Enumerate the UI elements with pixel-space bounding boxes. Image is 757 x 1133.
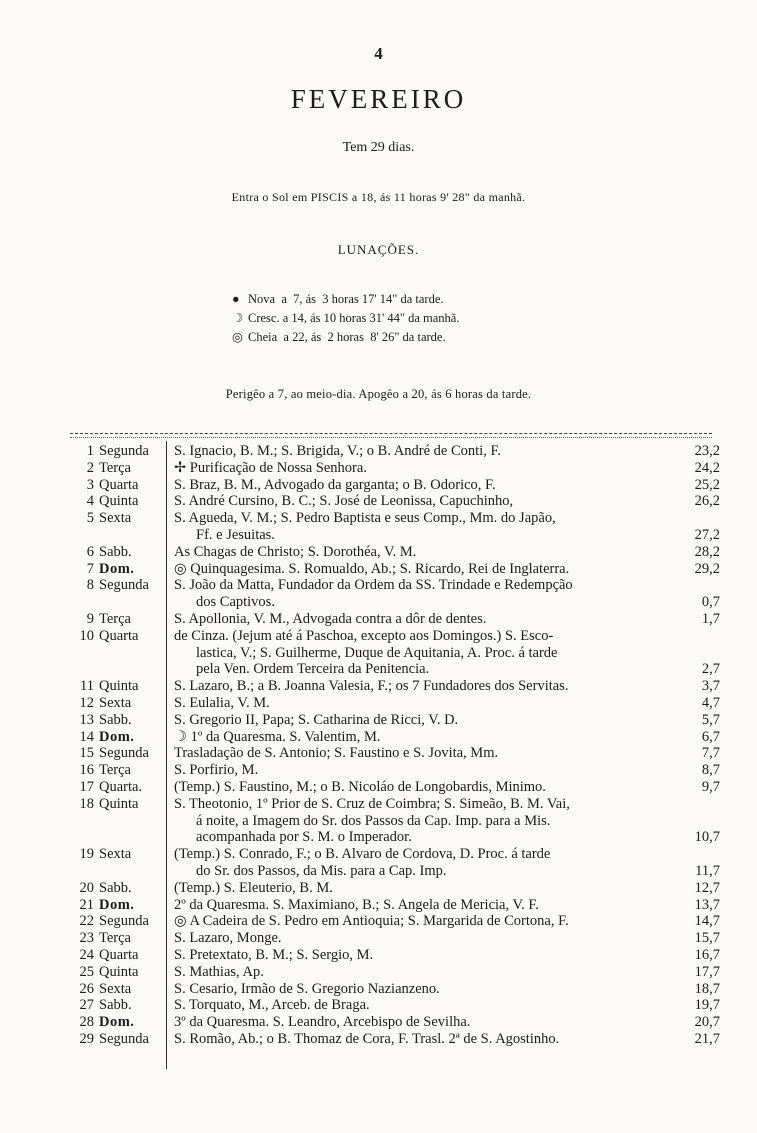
weekday: Segunda <box>99 745 149 762</box>
entry-line <box>174 930 720 947</box>
saints-entry <box>165 880 720 897</box>
day-number: 6 <box>86 543 94 560</box>
calendar-row <box>70 964 720 981</box>
saints-entry <box>165 729 720 746</box>
weekday: Segunda <box>99 443 149 459</box>
entry-line <box>174 443 720 460</box>
day-number: 28 <box>79 1014 94 1031</box>
page-number: 4 <box>374 44 383 63</box>
entry-line <box>174 561 720 578</box>
entry-text: S. Romão, Ab.; o B. Thomaz de Cora, F. Trasl. 2ª de S. Agostinho. <box>174 1030 560 1047</box>
entry-text: S. Lazaro, B.; a B. Joanna Valesia, F.; os 7 Fundadores dos Servitas. <box>174 678 569 695</box>
calendar-row <box>70 880 720 897</box>
entry-line <box>174 493 720 510</box>
weekday: Quarta <box>99 946 139 963</box>
entry-line <box>174 678 720 695</box>
moon-age: 17,7 <box>694 963 720 980</box>
entry-text: lastica, V.; S. Guilherme, Duque de Aquitania, A. Proc. á tarde <box>196 644 558 661</box>
moon-age: 3,7 <box>701 678 720 695</box>
weekday: Sabb. <box>99 543 132 560</box>
entry-line <box>174 695 720 712</box>
calendar-row <box>70 477 720 494</box>
entry-text: S. Cesario, Irmão de S. Gregorio Nazianzeno. <box>174 980 440 997</box>
entry-text: pela Ven. Ordem Terceira da Penitencia. <box>196 661 430 678</box>
entry-text: de Cinza. (Jejum até á Paschoa, excepto aos Domingos.) S. Esco- <box>174 627 554 644</box>
moon-age: 26,2 <box>694 493 720 510</box>
weekday: Quinta <box>99 678 139 695</box>
weekday: Sabb. <box>99 711 132 728</box>
calendar-row <box>70 930 720 947</box>
day-number: 21 <box>79 896 94 913</box>
crescent-moon-icon: ☽ <box>232 311 244 325</box>
saints-entry <box>165 493 720 510</box>
entry-text: S. Porfirio, M. <box>174 762 259 779</box>
day-number: 19 <box>79 846 94 863</box>
moon-age: 1,7 <box>701 610 720 627</box>
saints-entry <box>165 1014 720 1031</box>
calendar-row <box>70 611 720 628</box>
entry-line <box>174 913 720 930</box>
saints-entry <box>165 544 720 561</box>
moon-age: 21,7 <box>694 1030 720 1047</box>
moon-phases <box>232 290 459 347</box>
calendar-row <box>70 947 720 964</box>
moon-age: 14,7 <box>694 913 720 930</box>
moon-age: 4,7 <box>701 694 720 711</box>
calendar-row <box>70 1031 720 1048</box>
day-number: 20 <box>79 879 94 896</box>
weekday: Quarta <box>99 476 139 493</box>
entry-text: do Sr. dos Passos, da Mis. para a Cap. Imp. <box>196 862 447 879</box>
moon-age: 5,7 <box>701 711 720 728</box>
moon-age: 10,7 <box>694 829 720 846</box>
entry-line <box>174 712 720 729</box>
entry-line <box>174 897 720 914</box>
entry-line <box>174 846 720 863</box>
saints-entry <box>165 745 720 762</box>
weekday: Quinta <box>99 963 139 980</box>
entry-text: S. André Cursino, B. C.; S. José de Leonissa, Capuchinho, <box>174 493 514 510</box>
saints-entry <box>165 510 720 544</box>
saints-entry <box>165 913 720 930</box>
entry-text: S. Gregorio II, Papa; S. Catharina de Ricci, V. D. <box>174 711 459 728</box>
entry-text: (Temp.) S. Faustino, M.; o B. Nicoláo de Longobardis, Minimo. <box>174 778 546 795</box>
moon-age: 19,7 <box>694 997 720 1014</box>
moon-phase-new <box>232 290 459 309</box>
saints-entry <box>165 846 720 880</box>
weekday: Terça <box>99 930 131 947</box>
moon-phase-text: Cheia a 22, ás 2 horas 8' 26" da tarde. <box>248 330 446 344</box>
moon-age: 27,2 <box>694 526 720 543</box>
calendar-row <box>70 712 720 729</box>
calendar-row <box>70 493 720 510</box>
entry-line <box>174 661 720 678</box>
sun-entry: Entra o Sol em PISCIS a 18, ás 11 horas 9' 28" da manhã. <box>231 190 526 204</box>
calendar-table <box>70 443 720 1048</box>
day-number: 25 <box>79 963 94 980</box>
entry-text: S. João da Matta, Fundador da Ordem da SS. Trindade e Redempção <box>174 577 573 594</box>
day-number: 26 <box>79 980 94 997</box>
calendar-row <box>70 695 720 712</box>
entry-line <box>174 947 720 964</box>
saints-entry <box>165 611 720 628</box>
entry-text: ◎ Quinquagesima. S. Romualdo, Ab.; S. Ricardo, Rei de Inglaterra. <box>174 560 570 577</box>
moon-phase-crescent <box>232 309 459 328</box>
calendar-row <box>70 981 720 998</box>
new-moon-icon: ● <box>232 292 240 306</box>
day-number: 4 <box>86 493 94 510</box>
lunacoes-title: LUNAÇÕES. <box>337 242 420 257</box>
entry-line <box>174 477 720 494</box>
saints-entry <box>165 477 720 494</box>
weekday: Segunda <box>99 1030 149 1047</box>
day-number: 7 <box>86 560 94 577</box>
moon-age <box>680 510 720 527</box>
calendar-row <box>70 997 720 1014</box>
entry-text: S. Braz, B. M., Advogado da garganta; o B. Odorico, F. <box>174 476 496 493</box>
calendar-row <box>70 779 720 796</box>
calendar-row <box>70 628 720 678</box>
calendar-row <box>70 762 720 779</box>
day-number: 27 <box>79 997 94 1014</box>
weekday: Sabb. <box>99 879 132 896</box>
full-moon-icon: ◎ <box>232 330 243 344</box>
entry-line <box>174 1014 720 1031</box>
day-number: 1 <box>86 443 94 459</box>
weekday: Quarta. <box>99 778 143 795</box>
entry-text: 3º da Quaresma. S. Leandro, Arcebispo de Sevilha. <box>174 1014 471 1031</box>
entry-text: S. Lazaro, Monge. <box>174 930 282 947</box>
entry-line <box>174 829 720 846</box>
entry-text: ◎ A Cadeira de S. Pedro em Antioquia; S. Margarida de Cortona, F. <box>174 913 569 930</box>
moon-age: 6,7 <box>701 728 720 745</box>
day-number: 17 <box>79 778 94 795</box>
weekday: Sexta <box>99 510 132 527</box>
entry-text: S. Apollonia, V. M., Advogada contra a dôr de dentes. <box>174 610 487 627</box>
day-number: 12 <box>79 694 94 711</box>
calendar-row <box>70 678 720 695</box>
moon-age: 2,7 <box>701 661 720 678</box>
entry-text: As Chagas de Christo; S. Dorothéa, V. M. <box>174 543 417 560</box>
moon-age: 23,2 <box>694 443 720 459</box>
day-number: 16 <box>79 762 94 779</box>
moon-age <box>680 645 720 662</box>
weekday: Quinta <box>99 493 139 510</box>
entry-text: S. Mathias, Ap. <box>174 963 264 980</box>
moon-age: 16,7 <box>694 946 720 963</box>
entry-text: á noite, a Imagem do Sr. dos Passos da Cap. Imp. para a Mis. <box>196 812 551 829</box>
entry-text: S. Pretextato, B. M.; S. Sergio, M. <box>174 946 374 963</box>
weekday: Dom. <box>99 896 135 913</box>
entry-line <box>174 729 720 746</box>
moon-age <box>680 796 720 813</box>
entry-line <box>174 964 720 981</box>
calendar-row <box>70 846 720 880</box>
perigee-apogee: Perigêo a 7, ao meio-dia. Apogêo a 20, ás 6 horas da tarde. <box>225 387 532 401</box>
entry-line <box>174 997 720 1014</box>
day-number: 13 <box>79 711 94 728</box>
weekday: Dom. <box>99 560 135 577</box>
entry-text: dos Captivos. <box>196 594 275 611</box>
entry-text: ☽ 1º da Quaresma. S. Valentim, M. <box>174 728 381 745</box>
entry-text: S. Eulalia, V. M. <box>174 694 270 711</box>
moon-age <box>680 628 720 645</box>
day-number: 11 <box>80 678 94 695</box>
entry-line <box>174 628 720 645</box>
entry-text: Ff. e Jesuitas. <box>196 526 275 543</box>
saints-entry <box>165 577 720 611</box>
entry-line <box>174 577 720 594</box>
saints-entry <box>165 897 720 914</box>
entry-line <box>174 510 720 527</box>
entry-line <box>174 527 720 544</box>
saints-entry <box>165 695 720 712</box>
day-number: 8 <box>86 577 94 594</box>
day-number: 18 <box>79 795 94 812</box>
entry-text: S. Ignacio, B. M.; S. Brigida, V.; o B. André de Conti, F. <box>174 443 501 459</box>
moon-age: 29,2 <box>694 560 720 577</box>
saints-entry <box>165 628 720 678</box>
moon-phase-text: Cresc. a 14, ás 10 horas 31' 44" da manhã. <box>248 311 460 325</box>
calendar-row <box>70 1014 720 1031</box>
day-number: 5 <box>86 510 94 527</box>
saints-entry <box>165 712 720 729</box>
moon-age: 24,2 <box>694 459 720 476</box>
entry-line <box>174 460 720 477</box>
saints-entry <box>165 947 720 964</box>
entry-line <box>174 645 720 662</box>
weekday: Sexta <box>99 980 132 997</box>
entry-line <box>174 880 720 897</box>
entry-line <box>174 544 720 561</box>
weekday: Sexta <box>99 846 132 863</box>
calendar-row <box>70 510 720 544</box>
entry-line <box>174 745 720 762</box>
saints-entry <box>165 997 720 1014</box>
divider <box>70 437 712 438</box>
entry-line <box>174 796 720 813</box>
saints-entry <box>165 930 720 947</box>
calendar-row <box>70 897 720 914</box>
days-count: Tem 29 dias. <box>342 140 415 155</box>
day-number: 9 <box>86 610 94 627</box>
weekday: Terça <box>99 762 131 779</box>
entry-line <box>174 981 720 998</box>
saints-entry <box>165 964 720 981</box>
day-number: 24 <box>79 946 94 963</box>
day-number: 2 <box>86 459 94 476</box>
month-title: FEVEREIRO <box>290 84 467 114</box>
entry-text: S. Torquato, M., Arceb. de Braga. <box>174 997 370 1014</box>
day-number: 23 <box>79 930 94 947</box>
moon-age: 7,7 <box>701 745 720 762</box>
weekday: Dom. <box>99 1014 135 1031</box>
calendar-row <box>70 913 720 930</box>
day-number: 15 <box>79 745 94 762</box>
saints-entry <box>165 762 720 779</box>
entry-line <box>174 594 720 611</box>
weekday: Terça <box>99 459 131 476</box>
moon-age: 28,2 <box>694 543 720 560</box>
calendar-row <box>70 577 720 611</box>
moon-age: 13,7 <box>694 896 720 913</box>
moon-age: 8,7 <box>701 762 720 779</box>
moon-age <box>680 577 720 594</box>
moon-age <box>680 813 720 830</box>
entry-line <box>174 1031 720 1048</box>
saints-entry <box>165 443 720 460</box>
weekday: Dom. <box>99 728 135 745</box>
day-number: 10 <box>79 627 94 644</box>
weekday: Quinta <box>99 795 139 812</box>
moon-age: 12,7 <box>694 879 720 896</box>
entry-line <box>174 813 720 830</box>
entry-text: S. Agueda, V. M.; S. Pedro Baptista e seus Comp., Mm. do Japão, <box>174 510 556 527</box>
moon-age: 15,7 <box>694 930 720 947</box>
saints-entry <box>165 460 720 477</box>
moon-age: 18,7 <box>694 980 720 997</box>
saints-entry <box>165 1031 720 1048</box>
calendar-row <box>70 544 720 561</box>
moon-age: 9,7 <box>701 778 720 795</box>
entry-line <box>174 611 720 628</box>
saints-entry <box>165 561 720 578</box>
day-number: 14 <box>79 728 94 745</box>
moon-phase-text: Nova a 7, ás 3 horas 17' 14" da tarde. <box>248 292 444 306</box>
entry-text: (Temp.) S. Eleuterio, B. M. <box>174 879 333 896</box>
moon-phase-full <box>232 328 459 347</box>
saints-entry <box>165 981 720 998</box>
calendar-row <box>70 745 720 762</box>
moon-age: 25,2 <box>694 476 720 493</box>
calendar-row <box>70 796 720 846</box>
calendar-row <box>70 729 720 746</box>
day-number: 3 <box>86 476 94 493</box>
entry-text: acompanhada por S. M. o Imperador. <box>196 829 412 846</box>
entry-line <box>174 779 720 796</box>
calendar-row <box>70 443 720 460</box>
entry-text: S. Theotonio, 1º Prior de S. Cruz de Coimbra; S. Simeão, B. M. Vai, <box>174 795 570 812</box>
day-number: 29 <box>79 1030 94 1047</box>
saints-entry <box>165 796 720 846</box>
weekday: Sabb. <box>99 997 132 1014</box>
moon-age: 20,7 <box>694 1014 720 1031</box>
entry-line <box>174 762 720 779</box>
calendar-row <box>70 561 720 578</box>
entry-text: (Temp.) S. Conrado, F.; o B. Alvaro de Cordova, D. Proc. á tarde <box>174 846 551 863</box>
weekday: Quarta <box>99 627 139 644</box>
day-number: 22 <box>79 913 94 930</box>
moon-age: 11,7 <box>695 862 720 879</box>
weekday: Segunda <box>99 913 149 930</box>
weekday: Terça <box>99 610 131 627</box>
moon-age: 0,7 <box>701 594 720 611</box>
entry-line <box>174 863 720 880</box>
entry-text: ✢ Purificação de Nossa Senhora. <box>174 459 367 476</box>
saints-entry <box>165 678 720 695</box>
entry-text: 2º da Quaresma. S. Maximiano, B.; S. Angela de Mericia, V. F. <box>174 896 539 913</box>
divider <box>70 433 712 434</box>
weekday: Sexta <box>99 694 132 711</box>
saints-entry <box>165 779 720 796</box>
calendar-row <box>70 460 720 477</box>
weekday: Segunda <box>99 577 149 594</box>
entry-text: Trasladação de S. Antonio; S. Faustino e S. Jovita, Mm. <box>174 745 499 762</box>
moon-age <box>680 846 720 863</box>
